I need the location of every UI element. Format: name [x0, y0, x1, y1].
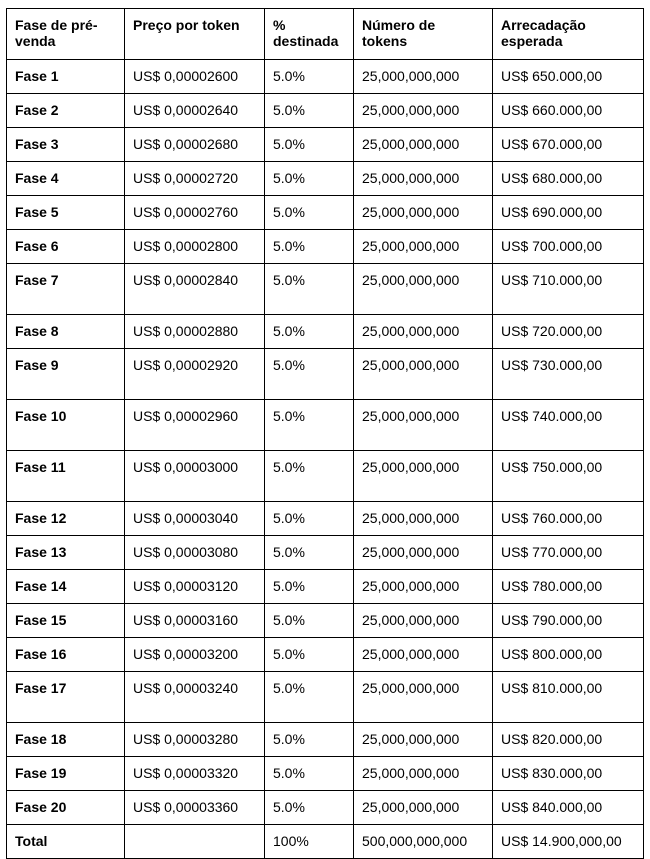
expected-cell: US$ 670.000,00 [493, 128, 644, 162]
table-row [7, 60, 644, 94]
header-percent: % destinada [265, 9, 354, 60]
phase-cell: Fase 16 [7, 638, 125, 672]
header-expected: Arrecadação esperada [493, 9, 644, 60]
expected-cell: US$ 690.000,00 [493, 196, 644, 230]
percent-cell: 5.0% [265, 128, 354, 162]
price-cell: US$ 0,00002800 [125, 230, 265, 264]
header-tokens: Número de tokens [354, 9, 493, 60]
phase-cell: Fase 7 [7, 264, 125, 315]
expected-cell: US$ 770.000,00 [493, 536, 644, 570]
tokens-cell: 25,000,000,000 [354, 230, 493, 264]
phase-cell: Fase 5 [7, 196, 125, 230]
table-row [7, 672, 644, 723]
phase-cell: Fase 8 [7, 315, 125, 349]
table-row [7, 570, 644, 604]
expected-cell: US$ 760.000,00 [493, 502, 644, 536]
table-row [7, 791, 644, 825]
percent-cell: 5.0% [265, 672, 354, 723]
tokens-cell: 25,000,000,000 [354, 672, 493, 723]
expected-cell: US$ 790.000,00 [493, 604, 644, 638]
percent-cell: 5.0% [265, 638, 354, 672]
tokens-cell: 25,000,000,000 [354, 400, 493, 451]
price-cell: US$ 0,00003280 [125, 723, 265, 757]
price-cell: US$ 0,00002720 [125, 162, 265, 196]
percent-cell: 5.0% [265, 723, 354, 757]
expected-cell: US$ 820.000,00 [493, 723, 644, 757]
table-row [7, 723, 644, 757]
tokens-cell: 25,000,000,000 [354, 196, 493, 230]
percent-cell: 5.0% [265, 349, 354, 400]
phase-cell: Fase 19 [7, 757, 125, 791]
table-row [7, 162, 644, 196]
tokens-cell: 25,000,000,000 [354, 264, 493, 315]
expected-cell: US$ 700.000,00 [493, 230, 644, 264]
expected-cell: US$ 780.000,00 [493, 570, 644, 604]
table-row [7, 264, 644, 315]
tokens-cell: 25,000,000,000 [354, 723, 493, 757]
price-cell: US$ 0,00002600 [125, 60, 265, 94]
table-row [7, 757, 644, 791]
tokens-cell: 25,000,000,000 [354, 502, 493, 536]
phase-cell: Fase 18 [7, 723, 125, 757]
phase-cell: Fase 3 [7, 128, 125, 162]
percent-cell: 5.0% [265, 264, 354, 315]
phase-cell: Fase 20 [7, 791, 125, 825]
percent-cell: 5.0% [265, 791, 354, 825]
phase-cell: Fase 12 [7, 502, 125, 536]
price-cell: US$ 0,00003200 [125, 638, 265, 672]
table-row [7, 230, 644, 264]
table-row [7, 451, 644, 502]
tokens-cell: 25,000,000,000 [354, 570, 493, 604]
tokens-cell: 25,000,000,000 [354, 94, 493, 128]
tokens-cell: 25,000,000,000 [354, 451, 493, 502]
table-header-row [7, 9, 644, 60]
percent-cell: 5.0% [265, 315, 354, 349]
phase-cell: Fase 4 [7, 162, 125, 196]
expected-cell: US$ 660.000,00 [493, 94, 644, 128]
percent-cell: 5.0% [265, 604, 354, 638]
total-expected-cell: US$ 14.900,000,00 [493, 825, 644, 859]
percent-cell: 5.0% [265, 570, 354, 604]
tokens-cell: 25,000,000,000 [354, 128, 493, 162]
price-cell: US$ 0,00003360 [125, 791, 265, 825]
price-cell: US$ 0,00003120 [125, 570, 265, 604]
table-row [7, 400, 644, 451]
table-row [7, 94, 644, 128]
table-row [7, 349, 644, 400]
table-row [7, 502, 644, 536]
percent-cell: 5.0% [265, 94, 354, 128]
expected-cell: US$ 730.000,00 [493, 349, 644, 400]
percent-cell: 5.0% [265, 60, 354, 94]
expected-cell: US$ 830.000,00 [493, 757, 644, 791]
expected-cell: US$ 710.000,00 [493, 264, 644, 315]
header-price: Preço por token [125, 9, 265, 60]
expected-cell: US$ 840.000,00 [493, 791, 644, 825]
tokens-cell: 25,000,000,000 [354, 60, 493, 94]
price-cell: US$ 0,00002920 [125, 349, 265, 400]
percent-cell: 5.0% [265, 536, 354, 570]
phase-cell: Fase 13 [7, 536, 125, 570]
phase-cell: Fase 9 [7, 349, 125, 400]
tokens-cell: 25,000,000,000 [354, 349, 493, 400]
percent-cell: 5.0% [265, 502, 354, 536]
table-row [7, 536, 644, 570]
expected-cell: US$ 680.000,00 [493, 162, 644, 196]
expected-cell: US$ 750.000,00 [493, 451, 644, 502]
tokens-cell: 25,000,000,000 [354, 162, 493, 196]
tokens-cell: 25,000,000,000 [354, 791, 493, 825]
expected-cell: US$ 810.000,00 [493, 672, 644, 723]
price-cell: US$ 0,00003320 [125, 757, 265, 791]
price-cell: US$ 0,00002960 [125, 400, 265, 451]
expected-cell: US$ 740.000,00 [493, 400, 644, 451]
phase-cell: Fase 6 [7, 230, 125, 264]
table-row [7, 638, 644, 672]
total-label-cell: Total [7, 825, 125, 859]
tokens-cell: 25,000,000,000 [354, 638, 493, 672]
tokens-cell: 25,000,000,000 [354, 604, 493, 638]
price-cell: US$ 0,00002760 [125, 196, 265, 230]
table-row [7, 196, 644, 230]
price-cell: US$ 0,00003240 [125, 672, 265, 723]
total-percent-cell: 100% [265, 825, 354, 859]
expected-cell: US$ 650.000,00 [493, 60, 644, 94]
phase-cell: Fase 14 [7, 570, 125, 604]
price-cell: US$ 0,00002840 [125, 264, 265, 315]
total-tokens-cell: 500,000,000,000 [354, 825, 493, 859]
percent-cell: 5.0% [265, 196, 354, 230]
phase-cell: Fase 1 [7, 60, 125, 94]
phase-cell: Fase 11 [7, 451, 125, 502]
presale-phases-table [6, 8, 644, 859]
price-cell: US$ 0,00003040 [125, 502, 265, 536]
phase-cell: Fase 2 [7, 94, 125, 128]
price-cell: US$ 0,00003080 [125, 536, 265, 570]
phase-cell: Fase 17 [7, 672, 125, 723]
expected-cell: US$ 720.000,00 [493, 315, 644, 349]
tokens-cell: 25,000,000,000 [354, 536, 493, 570]
table-row [7, 315, 644, 349]
tokens-cell: 25,000,000,000 [354, 757, 493, 791]
percent-cell: 5.0% [265, 400, 354, 451]
table-total-row [7, 825, 644, 859]
percent-cell: 5.0% [265, 162, 354, 196]
total-price-cell [125, 825, 265, 859]
price-cell: US$ 0,00003000 [125, 451, 265, 502]
table-row [7, 604, 644, 638]
percent-cell: 5.0% [265, 230, 354, 264]
price-cell: US$ 0,00002640 [125, 94, 265, 128]
price-cell: US$ 0,00003160 [125, 604, 265, 638]
tokens-cell: 25,000,000,000 [354, 315, 493, 349]
phase-cell: Fase 10 [7, 400, 125, 451]
percent-cell: 5.0% [265, 757, 354, 791]
header-phase: Fase de pré-venda [7, 9, 125, 60]
price-cell: US$ 0,00002680 [125, 128, 265, 162]
percent-cell: 5.0% [265, 451, 354, 502]
expected-cell: US$ 800.000,00 [493, 638, 644, 672]
phase-cell: Fase 15 [7, 604, 125, 638]
price-cell: US$ 0,00002880 [125, 315, 265, 349]
table-row [7, 128, 644, 162]
